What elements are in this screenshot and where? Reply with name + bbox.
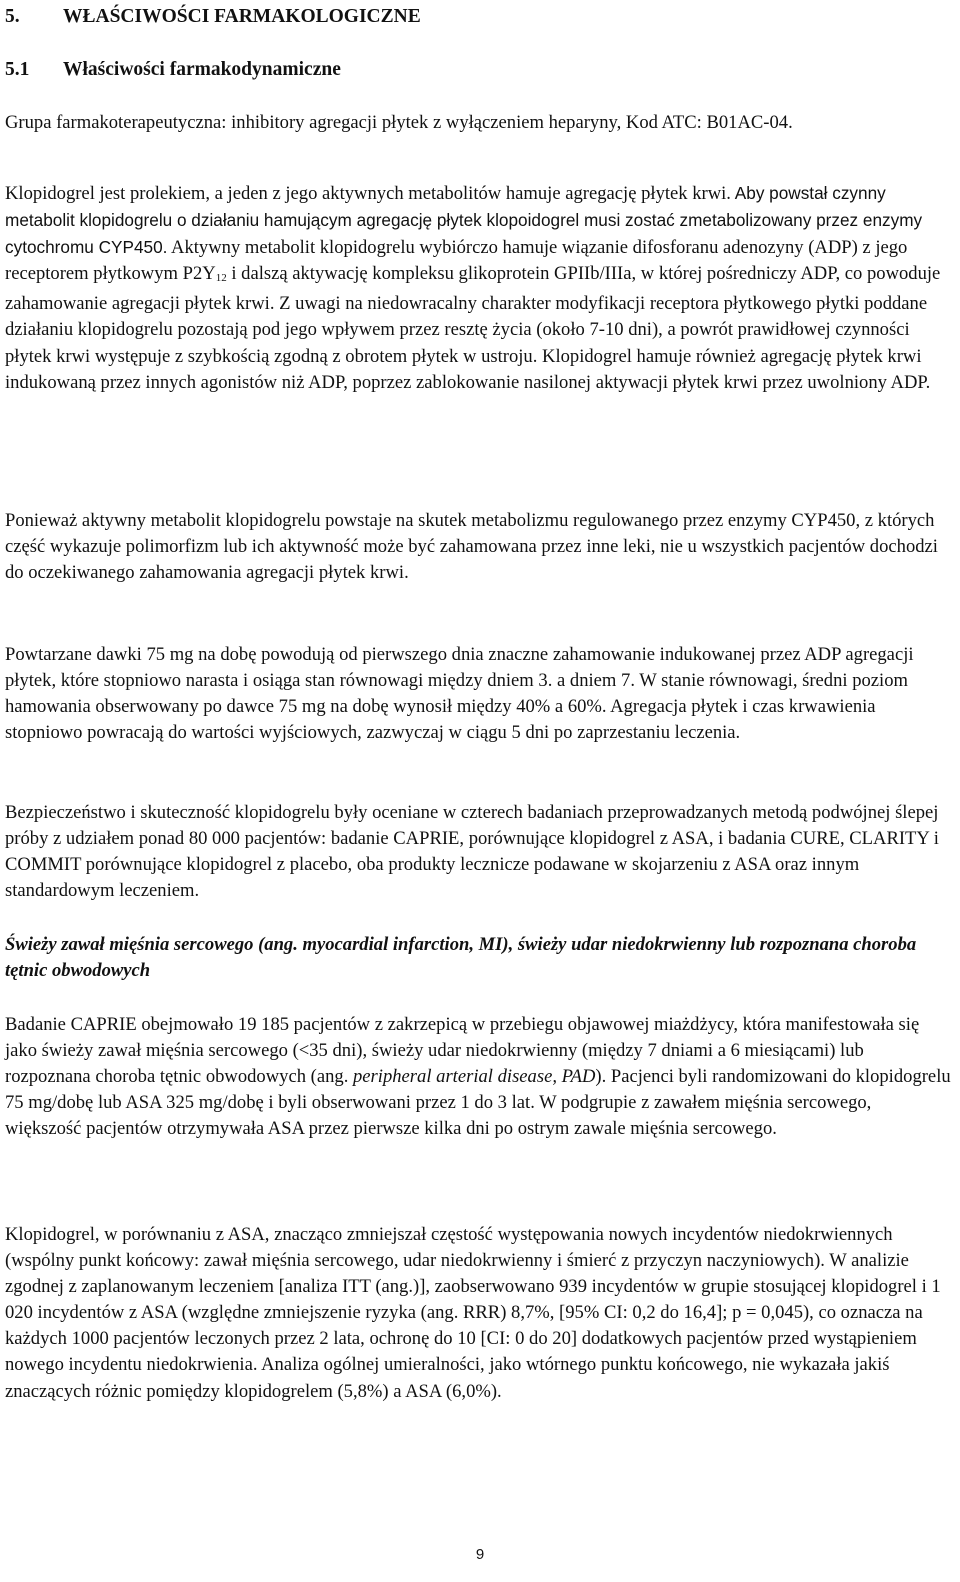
caprie-text-part-1: Badanie CAPRIE obejmowało 19 185 pacjentów z zakrzepicą w przebiegu objawowej miażdżycy, która manifestowała się jako świeży zawał mięśnia sercowego (<35 dni), świeży udar niedokrwienny (między 7 dniami a 6 miesiącami) lub rozpoznana choroba tętnic obwodowych (ang.	[5, 1014, 920, 1088]
caprie-results-text: Klopidogrel, w porównaniu z ASA, znacząco zmniejszał częstość występowania nowych incydentów niedokrwiennych (wspólny punkt końcowy: zawał mięśnia sercowego, udar niedokrwienny i śmierć z przyczyn naczyniowych). W analizie zgodnej z zaplanowanym leczeniem [analiza ITT (ang.)], zaobserwowano 939 incydentów w grupie stosującej klopidogrel i 1 020 incydentów z ASA (względne zmniejszenie ryzyka (ang. RRR) 8,7%, [95% CI: 0,2 do 16,4]; p = 0,045), co oznacza na każdych 1000 pacjentów leczonych przez 2 lata, ochronę do 10 [CI: 0 do 20] dodatkowych pacjentów przed wystąpieniem nowego incydentu niedokrwienia. Analiza ogólnej umieralności, jako wtórnego punktu końcowego, nie wykazała jakiś znaczących różnic pomiędzy klopidogrelem (5,8%) a ASA (6,0%).	[5, 1224, 941, 1402]
section-title: WŁAŚCIWOŚCI FARMAKOLOGICZNE	[63, 6, 421, 27]
receptor-subscript: 12	[215, 272, 227, 285]
section-heading	[5, 3, 421, 31]
page-number: 9	[475, 1546, 485, 1563]
cyp450-text: Ponieważ aktywny metabolit klopidogrelu powstaje na skutek metabolizmu regulowanego przez enzymy CYP450, z których część wykazuje polimorfizm lub ich aktywność może być zahamowana przez inne leki, nie u wszystkich pacjentów dochodzi do oczekiwanego zahamowania agregacji płytek krwi.	[5, 510, 938, 584]
pharmacotherapeutic-group-paragraph	[5, 110, 951, 136]
recent-mi-subtitle-text: Świeży zawał mięśnia sercowego (ang. myocardial infarction, MI), świeży udar niedokrwienny lub rozpoznana choroba tętnic obwodowych	[5, 934, 917, 982]
mechanism-paragraph	[5, 180, 951, 396]
caprie-italic-term: peripheral arterial disease, PAD	[353, 1066, 596, 1088]
section-number: 5.	[5, 6, 20, 27]
repeated-dose-text: Powtarzane dawki 75 mg na dobę powodują od pierwszego dnia znaczne zahamowanie indukowanej przez ADP agregacji płytek, które stopniowo narasta i osiąga stan równowagi między dniem 3. a dniem 7. W stanie równowagi, średni poziom hamowania obserwowany po dawce 75 mg na dobę wynosił między 40% a 60%. Agregacja płytek i czas krwawienia stopniowo powracają do wartości wyjściowych, zazwyczaj w ciągu 5 dni po zaprzestaniu leczenia.	[5, 644, 914, 744]
subsection-number: 5.1	[5, 59, 30, 80]
subsection-heading	[5, 56, 341, 84]
safety-efficacy-text: Bezpieczeństwo i skuteczność klopidogrelu były oceniane w czterech badaniach przeprowadzanych metodą podwójnej ślepej próby z udziałem ponad 80 000 pacjentów: badanie CAPRIE, porównujące klopidogrel z ASA, i badania CURE, CLARITY i COMMIT porównujące klopidogrel z placebo, oba produkty lecznicze podawane w skojarzeniu z ASA oraz innym standardowym leczeniem.	[5, 802, 939, 902]
pharmacotherapeutic-group-text: Grupa farmakoterapeutyczna: inhibitory agregacji płytek z wyłączeniem heparyny, Kod ATC: B01AC-04.	[5, 112, 793, 133]
cyp450-paragraph	[5, 508, 951, 586]
mechanism-sentence-2: Aby powstał czynny metabolit klopidogrelu o działaniu hamującym agregację płytek klopoidogrel musi zostać zmetabolizowany przez enzymy cytochromu CYP450.	[5, 183, 923, 258]
safety-efficacy-paragraph	[5, 800, 951, 904]
mechanism-sentence-1: Klopidogrel jest prolekiem, a jeden z jego aktywnych metabolitów hamuje agregację płytek krwi.	[5, 183, 731, 204]
recent-mi-subtitle	[5, 932, 951, 984]
caprie-paragraph	[5, 1012, 951, 1142]
caprie-text-part-2: ). Pacjenci byli randomizowani do klopidogrelu 75 mg/dobę lub ASA 325 mg/dobę i byli obserwowani przez 1 do 3 lat. W podgrupie z zawałem mięśnia sercowego, większość pacjentów otrzymywała ASA przez pierwsze kilka dni po ostrym zawale mięśnia sercowego.	[5, 1066, 951, 1140]
caprie-results-paragraph	[5, 1222, 951, 1405]
mechanism-sentence-3: Aktywny metabolit klopidogrelu wybiórczo hamuje wiązanie difosforanu adenozyny (ADP) z jego receptorem płytkowym P2Y	[5, 237, 908, 285]
repeated-dose-paragraph	[5, 642, 951, 746]
subsection-title: Właściwości farmakodynamiczne	[63, 59, 341, 80]
mechanism-sentence-4: i dalszą aktywację kompleksu glikoprotein GPIIb/IIIa, w której pośredniczy ADP, co powoduje zahamowanie agregacji płytek krwi. Z uwagi na niedowracalny charakter modyfikacji receptora płytkowego płytki poddane działaniu klopidogrelu pozostają pod jego wpływem przez resztę życia (około 7-10 dni), a powrót prawidłowej czynności płytek krwi występuje z szybkością zgodną z obrotem płytek w ustroju. Klopidogrel hamuje również agregację płytek krwi indukowaną przez innych agonistów niż ADP, poprzez zablokowanie nasilonej aktywacji płytek krwi przez uwolniony ADP.	[5, 263, 941, 393]
